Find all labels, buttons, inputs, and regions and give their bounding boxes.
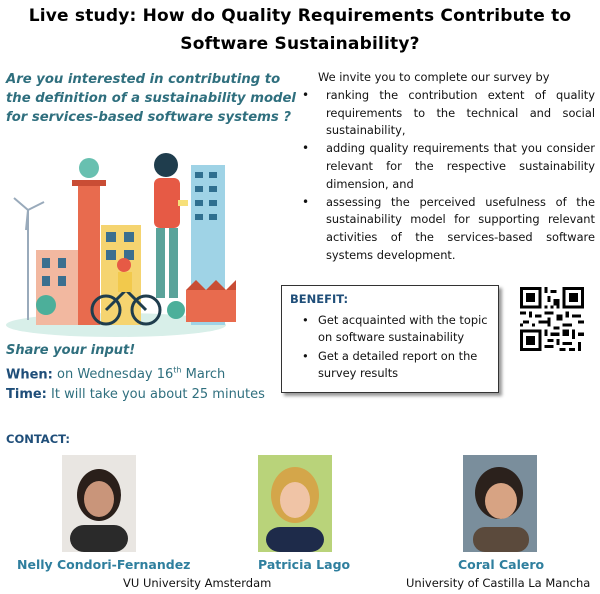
time-value: It will take you about 25 minutes	[51, 387, 265, 403]
when-label: When:	[6, 367, 53, 383]
when-value-suffix: th	[173, 366, 182, 375]
benefit-item: • Get acquainted with the topic on software sustainability	[290, 312, 490, 346]
invite-section	[318, 69, 595, 265]
contact-name: Nelly Condori-Fernandez	[17, 557, 191, 572]
intro-question: Are you interested in contributing to the definition of a sustainability model for services-based software systems ?	[6, 72, 296, 125]
time-line	[6, 385, 296, 405]
avatar	[463, 455, 537, 552]
when-value-month: March	[181, 367, 226, 383]
contact-heading: CONTACT:	[6, 432, 70, 446]
invite-item: • adding quality requirements that you consider relevant for the respective sustainability dimension, and	[318, 140, 595, 193]
benefit-item: • Get a detailed report on the survey results	[290, 348, 490, 382]
benefit-box	[281, 285, 499, 393]
share-section	[6, 341, 296, 405]
title-line-1: Live study: How do Quality Requirements Contribute to	[28, 6, 572, 26]
contact-affiliation: University of Castilla La Mancha	[406, 576, 591, 590]
city-sustainability-illustration	[6, 140, 246, 340]
share-heading: Share your input!	[6, 343, 136, 358]
when-value-date: on Wednesday 16	[57, 367, 174, 383]
survey-qr-code[interactable]	[520, 287, 584, 351]
title-line-2: Software Sustainability?	[180, 34, 420, 54]
invite-item: • ranking the contribution extent of quality requirements to the technical and social sustainability,	[318, 87, 595, 140]
invite-list	[318, 87, 595, 265]
contact-name: Coral Calero	[458, 557, 545, 572]
when-value	[57, 367, 225, 382]
when-line	[6, 361, 296, 385]
invite-lead: We invite you to complete our survey by	[318, 70, 550, 84]
avatar	[258, 455, 332, 552]
benefit-heading: BENEFIT:	[290, 292, 349, 306]
contact-affiliation: VU University Amsterdam	[123, 576, 272, 590]
page-title	[0, 2, 600, 58]
avatar	[62, 455, 136, 552]
invite-item: • assessing the perceived usefulness of the sustainability model for supporting relevant activities of the services-based software systems development.	[318, 194, 595, 265]
contact-name: Patricia Lago	[258, 557, 351, 572]
benefit-list	[290, 312, 490, 382]
time-label: Time:	[6, 387, 47, 403]
